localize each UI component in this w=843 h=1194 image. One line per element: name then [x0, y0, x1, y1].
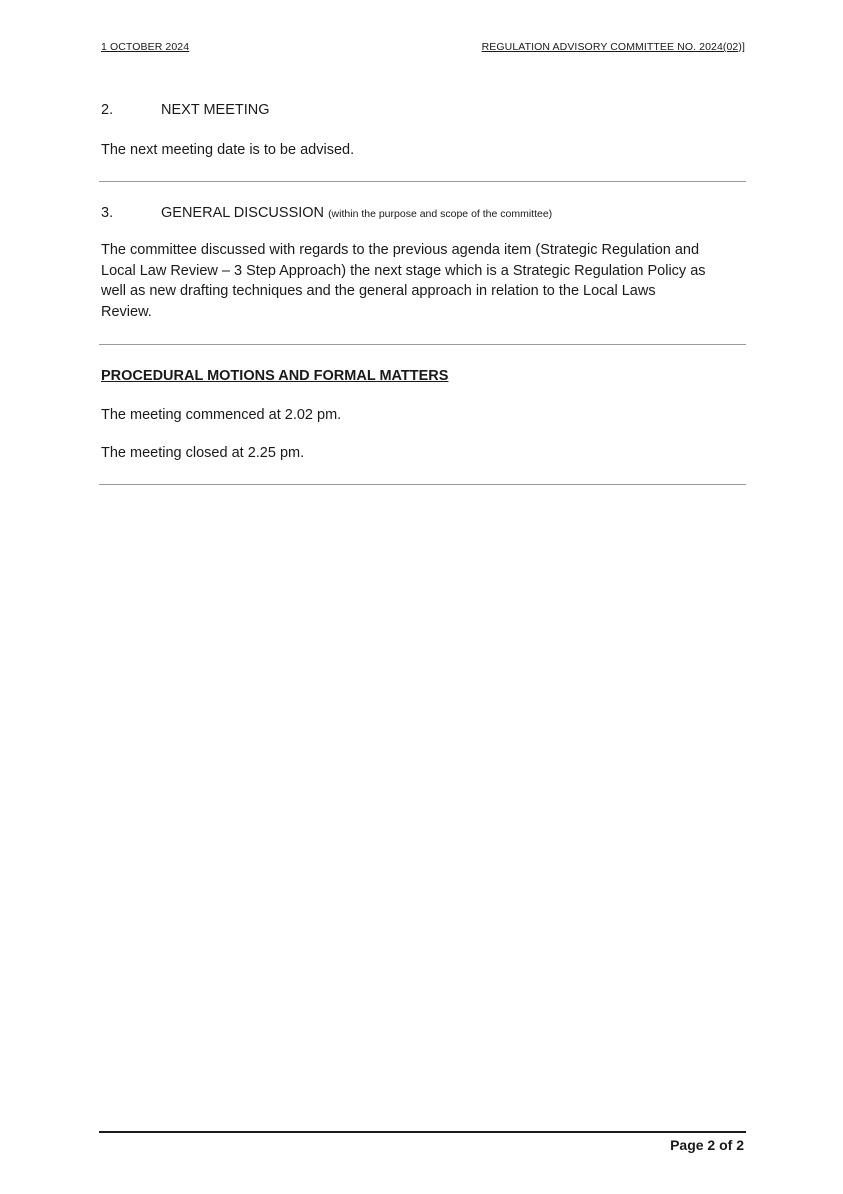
divider: [99, 484, 746, 485]
section-next-meeting-heading: [101, 102, 270, 118]
header-date: 1 OCTOBER 2024: [101, 41, 190, 53]
page-number: Page 2 of 2: [670, 1137, 744, 1153]
section-general-discussion-heading: [101, 205, 552, 221]
section-title: GENERAL DISCUSSION: [161, 205, 325, 221]
body-line: well as new drafting techniques and the general approach in relation to the Local Laws: [101, 283, 656, 300]
body-line: Review.: [101, 304, 152, 321]
body-line: Local Law Review – 3 Step Approach) the next stage which is a Strategic Regulation Policy as: [101, 262, 706, 279]
divider: [99, 181, 746, 182]
section-number: 3.: [101, 205, 114, 221]
section-next-meeting-body: The next meeting date is to be advised.: [101, 142, 355, 158]
section-number: 2.: [101, 102, 114, 118]
meeting-closed-text: The meeting closed at 2.25 pm.: [101, 445, 305, 461]
header-committee-ref: REGULATION ADVISORY COMMITTEE NO. 2024(02)]: [481, 41, 745, 53]
body-line: The committee discussed with regards to the previous agenda item (Strategic Regulation and: [101, 242, 700, 258]
section-general-discussion-body: [101, 240, 749, 323]
section-note: (within the purpose and scope of the committee): [328, 208, 553, 220]
divider: [99, 344, 746, 345]
footer-rule: [99, 1131, 746, 1133]
procedural-heading: PROCEDURAL MOTIONS AND FORMAL MATTERS: [101, 368, 449, 384]
section-title: NEXT MEETING: [161, 102, 270, 118]
meeting-commenced-text: The meeting commenced at 2.02 pm.: [101, 407, 342, 423]
